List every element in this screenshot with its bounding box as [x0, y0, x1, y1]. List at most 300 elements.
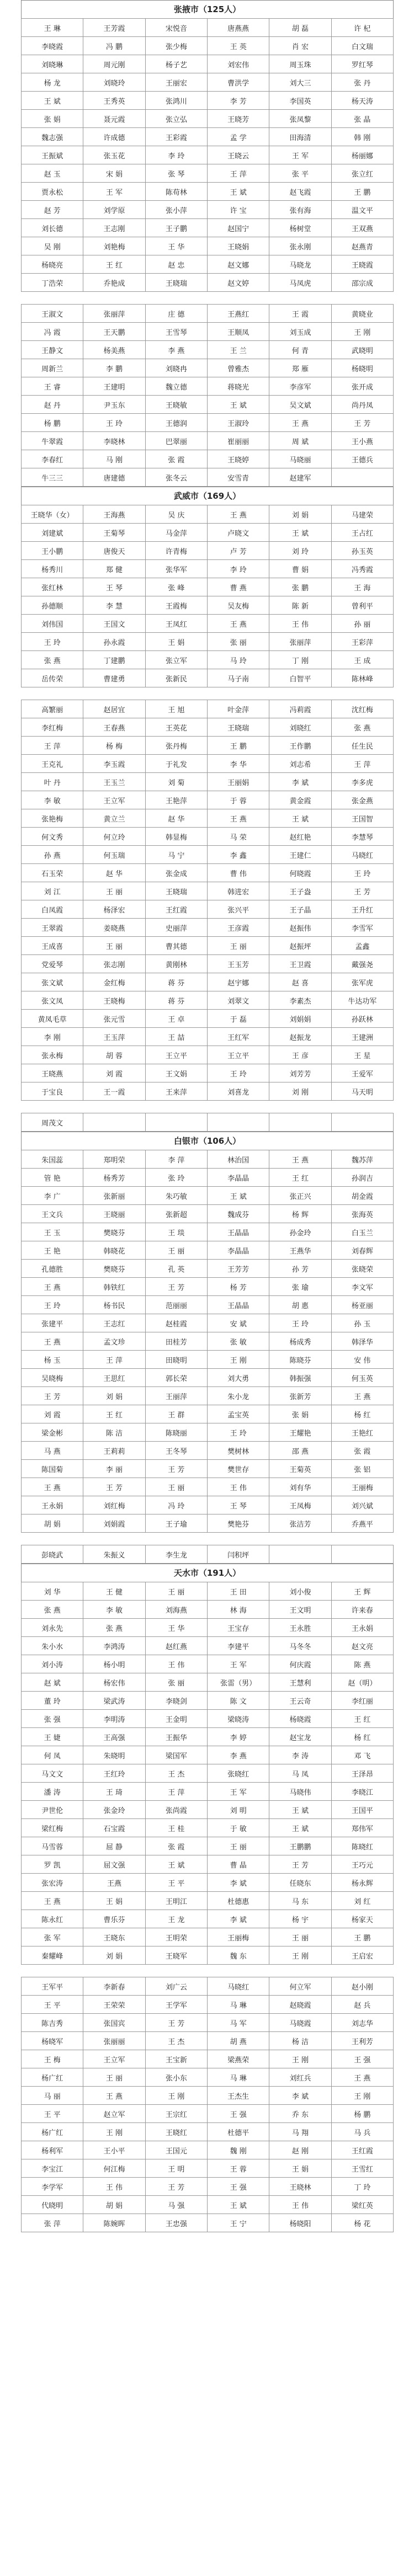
name-cell: 马 翔 [269, 2123, 331, 2141]
name-cell: 许成德 [83, 128, 145, 146]
section-block [21, 1132, 394, 1533]
name-cell: 王 红 [83, 1405, 145, 1423]
name-cell: 郑 健 [83, 560, 145, 578]
name-cell: 杨 辉 [269, 1205, 331, 1223]
name-cell: 曹乐芬 [83, 1910, 145, 1928]
name-cell: 白玉兰 [331, 1223, 393, 1241]
table-row [22, 146, 394, 164]
section-block [21, 1977, 394, 2232]
name-cell: 赵振伟 [269, 919, 331, 937]
name-cell [269, 1545, 331, 1564]
name-cell: 王文娟 [145, 1064, 207, 1082]
name-cell: 王 娟 [269, 2159, 331, 2178]
name-cell: 张兴平 [207, 900, 269, 919]
name-cell: 王 华 [145, 237, 207, 255]
name-cell: 张 琴 [145, 164, 207, 183]
name-cell: 孙 燕 [22, 846, 83, 864]
name-cell: 王宝存 [207, 1619, 269, 1637]
name-cell: 王丽梅 [331, 1478, 393, 1496]
name-cell: 王 斌 [207, 2196, 269, 2214]
name-cell: 王 丽 [145, 1241, 207, 1260]
name-cell: 赵晓霞 [269, 1996, 331, 2014]
name-cell: 张 峰 [145, 578, 207, 596]
name-cell: 曾雅杰 [207, 359, 269, 377]
name-cell: 马冬冬 [269, 1637, 331, 1655]
table-row [22, 505, 394, 524]
name-cell: 赵文娜 [207, 255, 269, 274]
name-cell: 王雪红 [331, 2159, 393, 2178]
name-cell: 王 芳 [145, 1460, 207, 1478]
name-cell: 张 丽 [207, 633, 269, 651]
table-row [22, 2068, 394, 2087]
table-row [22, 900, 394, 919]
name-cell: 张文凤 [22, 991, 83, 1010]
table-row [22, 1545, 394, 1564]
name-cell: 刘晓玲 [83, 73, 145, 92]
name-cell: 宋 娟 [83, 164, 145, 183]
name-cell: 马 兵 [331, 2123, 393, 2141]
name-cell: 王淑文 [22, 305, 83, 323]
name-cell: 马晓伟 [269, 1783, 331, 1801]
name-cell: 王 丽 [83, 882, 145, 900]
name-cell: 乔 东 [269, 2105, 331, 2123]
name-cell: 何文秀 [22, 828, 83, 846]
table-row [22, 73, 394, 92]
name-cell: 张丹梅 [145, 737, 207, 755]
name-cell: 陈吉秀 [22, 2014, 83, 2032]
name-cell: 张华军 [145, 560, 207, 578]
name-cell: 冯 霞 [22, 323, 83, 341]
name-cell: 刘学原 [83, 201, 145, 219]
name-cell: 刘志华 [331, 2014, 393, 2032]
name-cell [331, 1545, 393, 1564]
name-cell: 王 萍 [83, 1351, 145, 1369]
name-cell: 王 杰 [145, 2032, 207, 2050]
name-table [21, 1977, 394, 2232]
name-cell: 胡 磊 [269, 19, 331, 37]
name-cell: 吴晓梅 [22, 1369, 83, 1387]
name-cell: 李慧琴 [331, 828, 393, 846]
name-cell: 李 斌 [269, 773, 331, 791]
name-cell: 牛三三 [22, 468, 83, 487]
name-cell: 尹世伦 [22, 1801, 83, 1819]
name-cell: 许 宝 [207, 201, 269, 219]
name-cell: 戴强尧 [331, 955, 393, 973]
name-cell: 张有海 [269, 201, 331, 219]
name-cell: 魏志强 [22, 128, 83, 146]
name-cell: 韩进宏 [207, 882, 269, 900]
name-cell: 张建平 [22, 1314, 83, 1332]
name-cell: 蒋 芬 [145, 973, 207, 991]
name-cell: 王 刚 [83, 2123, 145, 2141]
name-cell: 邵宗成 [331, 274, 393, 292]
table-row [22, 450, 394, 468]
name-cell: 马 琳 [207, 1996, 269, 2014]
name-cell: 王 红 [331, 1710, 393, 1728]
name-cell: 王晶晶 [207, 1223, 269, 1241]
name-cell: 杨 洁 [269, 2032, 331, 2050]
name-cell: 王荣荣 [83, 1996, 145, 2014]
name-cell: 王 芳 [22, 1387, 83, 1405]
table-row [22, 1113, 394, 1132]
name-cell: 王 睿 [22, 377, 83, 396]
name-cell: 李 敏 [22, 791, 83, 809]
name-cell: 张立军 [145, 651, 207, 669]
table-row [22, 164, 394, 183]
name-cell: 王 丽 [145, 1478, 207, 1496]
section-block [21, 700, 394, 1101]
name-cell: 王晓东 [83, 1928, 145, 1946]
name-cell: 梁晓涛 [207, 1710, 269, 1728]
name-cell: 王雪琴 [145, 323, 207, 341]
name-cell: 刘 霞 [83, 1064, 145, 1082]
name-cell: 卢晓文 [207, 524, 269, 542]
name-cell: 曾利平 [331, 596, 393, 615]
table-row [22, 669, 394, 687]
name-table [21, 1150, 394, 1533]
name-cell: 王 芳 [331, 414, 393, 432]
name-cell: 张 平 [269, 164, 331, 183]
section-title: 武威市（169人） [21, 487, 394, 505]
name-cell: 杨晓阳 [269, 2214, 331, 2232]
name-cell: 李彦军 [269, 377, 331, 396]
table-row [22, 1801, 394, 1819]
name-cell: 王振斌 [22, 146, 83, 164]
name-cell: 陈晓丽 [145, 1423, 207, 1442]
name-cell: 梁国军 [145, 1746, 207, 1764]
name-cell: 曹其德 [145, 937, 207, 955]
name-cell: 王 琴 [207, 1496, 269, 1514]
name-cell: 赵 芳 [22, 201, 83, 219]
table-row [22, 219, 394, 237]
name-cell: 王 成 [331, 651, 393, 669]
name-cell: 王 芳 [83, 1478, 145, 1496]
table-row [22, 882, 394, 900]
table-row [22, 1332, 394, 1351]
table-row [22, 1496, 394, 1514]
name-cell: 马 凤 [269, 1764, 331, 1783]
name-cell: 王 强 [331, 2050, 393, 2068]
name-cell: 马金萍 [145, 524, 207, 542]
name-cell: 孔 英 [145, 1260, 207, 1278]
table-row [22, 92, 394, 110]
name-cell: 王军平 [22, 1977, 83, 1996]
name-cell: 刘 红 [331, 1892, 393, 1910]
name-cell: 王泽昂 [331, 1764, 393, 1783]
name-cell: 张 鹏 [269, 578, 331, 596]
name-cell: 邵 燕 [269, 1442, 331, 1460]
name-cell: 王 强 [207, 2105, 269, 2123]
name-cell [207, 1113, 269, 1132]
table-row [22, 1150, 394, 1169]
name-cell: 王 燕 [331, 1387, 393, 1405]
name-cell: 李 婷 [207, 1728, 269, 1746]
name-cell: 王 鹏 [207, 737, 269, 755]
name-cell: 张永梅 [22, 1046, 83, 1064]
name-cell: 张志刚 [83, 955, 145, 973]
name-cell: 李文军 [331, 1278, 393, 1296]
name-cell: 赵 刚 [269, 2141, 331, 2159]
name-cell: 孙 丽 [331, 615, 393, 633]
name-table [21, 304, 394, 487]
name-cell: 胡 娟 [83, 2196, 145, 2214]
name-cell: 杨 玉 [22, 1351, 83, 1369]
name-cell: 张金成 [145, 864, 207, 882]
name-cell: 赵 华 [145, 809, 207, 828]
name-cell: 王晓云 [207, 146, 269, 164]
name-cell: 杨美燕 [83, 341, 145, 359]
name-cell: 王 芳 [331, 882, 393, 900]
name-cell: 丁浩荣 [22, 274, 83, 292]
name-cell: 王启宏 [331, 1946, 393, 1965]
table-row [22, 183, 394, 201]
name-cell: 王宗红 [145, 2105, 207, 2123]
name-cell: 王 喆 [145, 1028, 207, 1046]
name-cell: 李晓霞 [22, 37, 83, 55]
table-row [22, 359, 394, 377]
name-cell: 王立军 [83, 791, 145, 809]
name-cell: 牛翠霞 [22, 432, 83, 450]
name-cell: 陈 文 [207, 1692, 269, 1710]
name-cell: 杨宏伟 [83, 1673, 145, 1692]
name-cell: 王 燕 [22, 1278, 83, 1296]
name-cell: 王艳红 [331, 1423, 393, 1442]
name-cell: 王爱军 [331, 1064, 393, 1082]
table-row [22, 1582, 394, 1601]
name-cell: 王菊英 [269, 1460, 331, 1478]
table-row [22, 2087, 394, 2105]
name-cell: 王燕华 [269, 1241, 331, 1260]
name-cell [269, 1113, 331, 1132]
table-row [22, 468, 394, 487]
name-cell: 孙永霞 [83, 633, 145, 651]
name-cell: 杨家天 [331, 1910, 393, 1928]
name-cell: 任生民 [331, 737, 393, 755]
name-cell: 马晓红 [331, 846, 393, 864]
name-cell: 王菊琴 [83, 524, 145, 542]
name-cell: 许青梅 [145, 542, 207, 560]
name-cell: 王 英 [207, 37, 269, 55]
name-cell: 王 娟 [83, 1892, 145, 1910]
name-cell: 王红霞 [331, 2141, 393, 2159]
name-cell: 王翠霞 [22, 919, 83, 937]
name-cell: 韩振强 [269, 1369, 331, 1387]
name-cell: 杨永辉 [331, 1874, 393, 1892]
name-cell: 李 敏 [83, 1601, 145, 1619]
name-cell: 张 霞 [145, 1837, 207, 1855]
table-row [22, 1278, 394, 1296]
name-cell: 杨泽宏 [83, 900, 145, 919]
name-cell: 王英花 [145, 718, 207, 737]
name-table [21, 505, 394, 687]
name-cell: 马 东 [269, 1892, 331, 1910]
name-cell: 张 娟 [269, 1405, 331, 1423]
name-cell: 王丽娟 [207, 773, 269, 791]
name-cell: 陈永红 [22, 1910, 83, 1928]
name-cell: 安雪青 [207, 468, 269, 487]
name-cell: 陈林峰 [331, 669, 393, 687]
table-row [22, 1369, 394, 1387]
name-cell: 王 萍 [331, 755, 393, 773]
name-cell: 田海清 [269, 128, 331, 146]
name-cell: 张 霞 [145, 450, 207, 468]
name-cell: 杨晓明 [331, 359, 393, 377]
name-cell: 李红梅 [22, 718, 83, 737]
name-cell: 赵燕青 [331, 237, 393, 255]
name-cell: 马 琳 [207, 2068, 269, 2087]
name-cell: 王 龙 [145, 1910, 207, 1928]
name-cell: 韩显梅 [145, 828, 207, 846]
name-cell: 蒋 芬 [145, 991, 207, 1010]
table-row [22, 1314, 394, 1332]
name-cell: 王 燕 [22, 1478, 83, 1496]
name-cell: 丁建鹏 [83, 651, 145, 669]
name-cell: 赵居宜 [83, 700, 145, 718]
name-cell: 刘大三 [269, 73, 331, 92]
name-cell: 尚丹凤 [331, 396, 393, 414]
name-cell: 何玉瑞 [83, 846, 145, 864]
name-cell: 张雷（男） [207, 1673, 269, 1692]
table-row [22, 1241, 394, 1260]
name-cell: 孙 芳 [269, 1260, 331, 1278]
name-cell: 赵 忠 [145, 255, 207, 274]
name-cell: 王 斌 [269, 524, 331, 542]
section-title: 天水市（191人） [21, 1564, 394, 1582]
name-cell: 王凤梅 [269, 1496, 331, 1514]
name-cell: 牛达功军 [331, 991, 393, 1010]
name-cell: 李雪军 [331, 919, 393, 937]
name-cell: 刘晓冉 [145, 359, 207, 377]
name-cell: 刘宏伟 [207, 55, 269, 73]
name-cell: 刘 霞 [22, 1405, 83, 1423]
name-cell: 王耀艳 [269, 1423, 331, 1442]
name-cell: 朱振义 [83, 1545, 145, 1564]
table-row [22, 2214, 394, 2232]
table-row [22, 937, 394, 955]
name-cell: 梁金彬 [22, 1423, 83, 1442]
name-cell: 卢 芳 [207, 542, 269, 560]
name-cell: 马 刚 [83, 450, 145, 468]
table-row [22, 274, 394, 292]
section-title: 白银市（106人） [21, 1132, 394, 1150]
table-row [22, 2123, 394, 2141]
name-cell: 王 卓 [145, 1010, 207, 1028]
name-cell: 王 丽 [83, 2068, 145, 2087]
table-row [22, 1996, 394, 2014]
name-cell: 赵 丹 [22, 396, 83, 414]
name-cell [331, 1113, 393, 1132]
name-cell: 赵 兵 [331, 1996, 393, 2014]
name-cell: 王 芳 [145, 2014, 207, 2032]
name-cell: 杨 红 [331, 1728, 393, 1746]
name-cell: 张丽丽 [83, 2032, 145, 2050]
name-cell: 刘娟霞 [83, 1514, 145, 1533]
name-cell: 王国平 [331, 1801, 393, 1819]
table-row [22, 1351, 394, 1369]
name-cell: 肖 宏 [269, 37, 331, 55]
name-cell: 刘玉成 [269, 323, 331, 341]
name-cell: 孙润吉 [331, 1169, 393, 1187]
name-cell: 刘红兵 [269, 2068, 331, 2087]
name-cell: 王德兵 [331, 450, 393, 468]
name-cell: 杨晓军 [22, 2032, 83, 2050]
table-row [22, 305, 394, 323]
name-cell: 刘晓琳 [22, 55, 83, 73]
name-cell: 王 刚 [207, 1351, 269, 1369]
name-cell: 朱晓明 [83, 1746, 145, 1764]
name-cell: 尹玉东 [83, 396, 145, 414]
name-cell: 朱国蕊 [22, 1150, 83, 1169]
name-cell: 赵（明） [331, 1673, 393, 1692]
table-row [22, 973, 394, 991]
name-cell: 王忠强 [145, 2214, 207, 2232]
name-cell: 李宝江 [22, 2159, 83, 2178]
section-block [21, 1113, 394, 1132]
name-cell: 王 玲 [207, 1423, 269, 1442]
name-cell: 林 海 [207, 1601, 269, 1619]
table-row [22, 1296, 394, 1314]
name-cell: 王霞梅 [145, 596, 207, 615]
name-cell: 李 燕 [145, 341, 207, 359]
name-cell: 王 平 [22, 1996, 83, 2014]
name-cell: 吴 庆 [145, 505, 207, 524]
name-cell: 王 平 [22, 2105, 83, 2123]
name-cell: 黄金霞 [269, 791, 331, 809]
name-cell: 王明江 [145, 1892, 207, 1910]
name-cell: 杨 红 [331, 1405, 393, 1423]
name-cell: 张 瑜 [269, 1278, 331, 1296]
name-cell: 杨 芳 [207, 1278, 269, 1296]
name-cell: 杨广红 [22, 2068, 83, 2087]
name-cell: 赵 玉 [22, 164, 83, 183]
name-cell: 王国元 [145, 2141, 207, 2159]
name-cell: 王作鹏 [269, 737, 331, 755]
name-cell: 张少梅 [145, 37, 207, 55]
name-cell: 王 燕 [269, 414, 331, 432]
table-row [22, 1673, 394, 1692]
name-cell: 王文明 [269, 1601, 331, 1619]
table-row [22, 1028, 394, 1046]
name-cell: 张艳梅 [22, 809, 83, 828]
name-cell: 任晓东 [269, 1874, 331, 1892]
name-cell: 梁燕荣 [207, 2050, 269, 2068]
name-cell: 冯秀霞 [331, 560, 393, 578]
name-cell: 王来萍 [145, 1082, 207, 1101]
name-cell: 张小东 [145, 2068, 207, 2087]
name-cell: 张 燕 [331, 718, 393, 737]
table-row [22, 1260, 394, 1278]
name-cell: 陈国菊 [22, 1460, 83, 1478]
name-cell: 王小平 [83, 2141, 145, 2159]
name-cell: 王永胜 [269, 1619, 331, 1637]
name-cell: 孟鑫 [331, 937, 393, 955]
name-cell: 王学军 [145, 1996, 207, 2014]
name-cell: 李 斌 [269, 2087, 331, 2105]
name-cell: 张新超 [145, 1205, 207, 1223]
name-cell: 刘海燕 [145, 1601, 207, 1619]
name-cell: 王志红 [83, 1314, 145, 1332]
name-cell: 曹 伟 [207, 864, 269, 882]
table-row [22, 2014, 394, 2032]
name-cell: 岳传荣 [22, 669, 83, 687]
table-row [22, 1910, 394, 1928]
name-cell: 马 军 [207, 2014, 269, 2032]
table-row [22, 955, 394, 973]
table-row [22, 791, 394, 809]
name-cell: 郑明荣 [83, 1150, 145, 1169]
name-cell: 吴文斌 [269, 396, 331, 414]
name-cell: 张 萍 [22, 2214, 83, 2232]
